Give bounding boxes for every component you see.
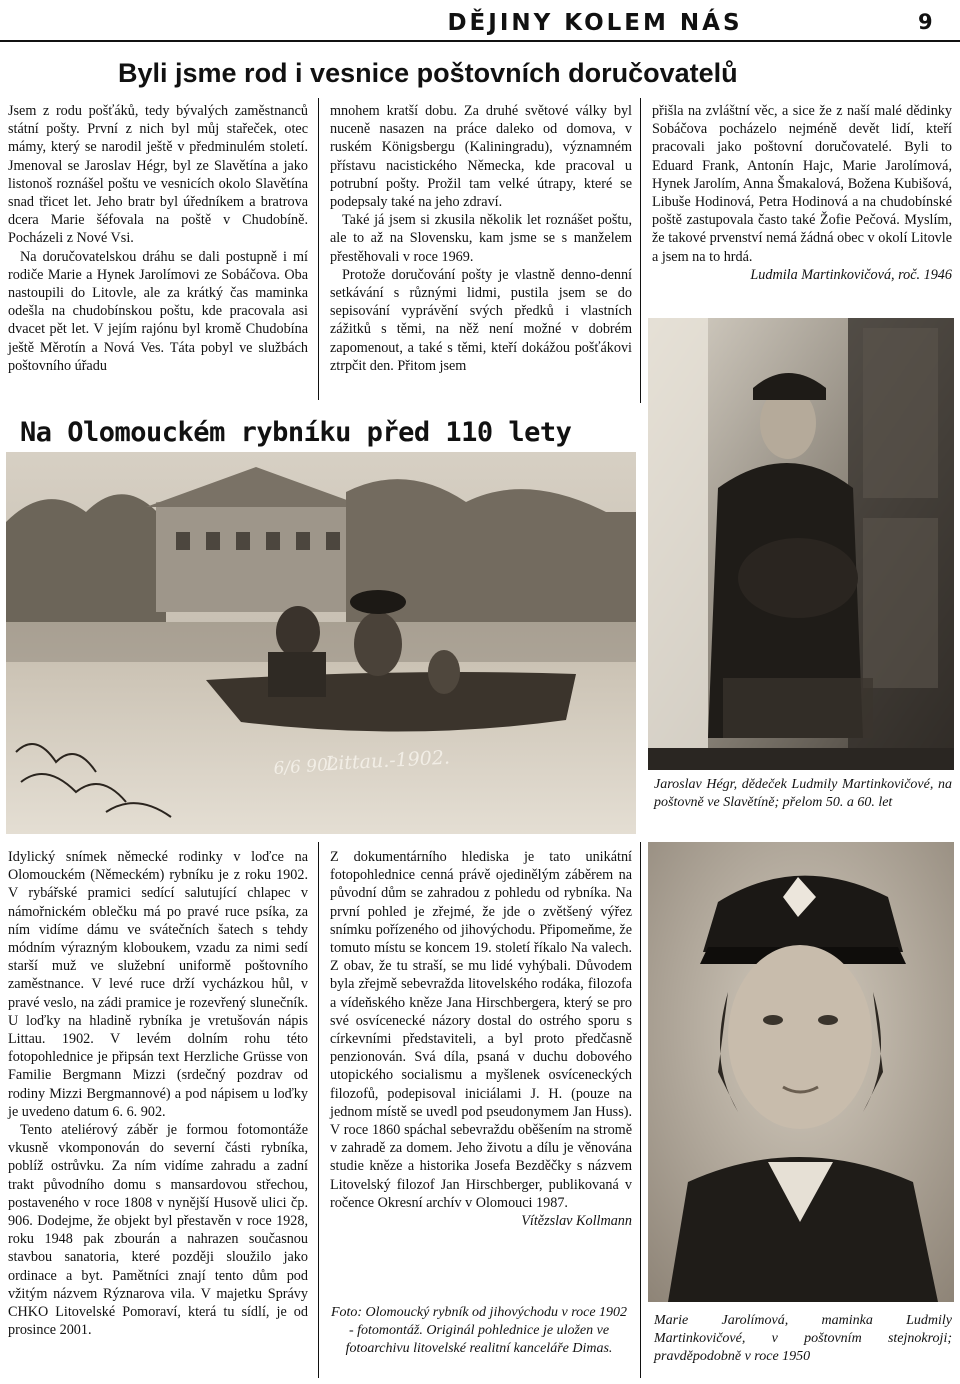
article1-column-3 <box>652 102 952 284</box>
article1-column-1 <box>8 102 308 375</box>
author-signature: Ludmila Martinkovičová, roč. 1946 <box>750 266 952 283</box>
caption-grandfather: Jaroslav Hégr, dědeček Ludmily Martinkovičové, na poštovně ve Slavětíně; přelom 50. a 60. let <box>654 777 952 810</box>
paragraph: Z dokumentárního hlediska je tato unikátní fotopohlednice cenná právě ojedinělým záběrem na původní dům se zahradou z pohledu od rybníka. Na první pohled je zřejmé, že jde o zvětšený výřez snímku pořízeného od jihovýchodu. Připomeňme, že tomuto místu se koncem 19. století říkalo Na valech. Z obav, že tu straší, se mu lidé vyhýbali. Důvodem byla zřejmě sebevražda litovelského rodáka, filozofa a vídeňského kněze Jana Hirschbergera, který se pro své osvícenecké názory dostal do ostrého sporu s církevními představiteli, a byl proto předčasně penzionován. Svá díla, psaná v duchu dobového utopického socialismu a myšlenek osvíceneckých filozofů, podepisoval iniciálami J. H. (pouze na jednom místě se uvedl pod pseudonymem Jan Huss). V roce 1860 spáchal sebevraždu oběšením na stromě v zahradě za domem. Jeho životu a dílu je věnována studie kněze a historika Josefa Bezděčky s názvem Litovelský filozof Jan Hirschberger, publikovaná v ročence Okresní archív v Olomouci 1987. <box>330 849 632 1211</box>
photo-postman-grandfather <box>648 318 954 770</box>
column-rule <box>640 842 641 1378</box>
article1-title: Byli jsme rod i vesnice poštovních doručovatelů <box>118 58 738 88</box>
photo-note: Foto: Olomoucký rybník od jihovýchodu v roce 1902 - fotomontáž. Originál pohlednice je uložen ve fotoarchivu litovelské realitní kanceláře Dimas. <box>330 1305 628 1356</box>
postcard-date: 6/6 902 <box>272 754 340 779</box>
paragraph: Protože doručování pošty je vlastně denno-denní setkávání s různými lidmi, pustila jsem se do sepisování vyprávění svých předků i vlastních zážitků s těmi, na něž není možné v dobrém zapomenout, a také s těmi, kteří dokážou pošťákovi ztrpčit den. Přitom jsem <box>330 266 632 374</box>
page-number: 9 <box>918 10 933 34</box>
paragraph: Také já jsem si zkusila několik let roznášet poštu, ale to až na Slovensku, kam jsme se s manželem přestěhovali v roce 1969. <box>330 212 632 265</box>
article2-column-1 <box>8 848 308 1339</box>
author-signature: Vítězslav Kollmann <box>521 1213 632 1230</box>
paragraph: Idylický snímek německé rodinky v loďce na Olomouckém (Německém) rybníku je z roku 1902. V rybářské pramici sedící salutující chlapec v námořnickém oblečku má po pravé ruce psíka, za ním vidíme dámu ve svátečních šatech s tehdy módním výrazným kloboukem, vzadu za nimi sedí starší muž ve služební uniformě poštovního zaměstnance. V levé ruce drží vycházkou hůl, v pravé veslo, na zádi pramice je rozevřený slunečník. U loďky na hladině rybníka je vretušován nápis Littau. 1902. V levém dolním rohu této fotopohlednice je připsán text Herzliche Grüsse von Familie Bergmann Mizzi (srdečný pozdrav od rodiny Mizzi Bergmannové) a pod nápisem u loďky je uvedeno datum 6. 6. 902. <box>8 849 308 1120</box>
header-rule <box>0 40 960 42</box>
paragraph: Tento ateliérový záběr je formou fotomontáže vkusně vkomponován do severní části rybníka, poblíž ostrůvku. Za ním vidíme zahradu a zadní trakt původního domu s mansardovou střechou, postaveného v roce 1808 v nynější Husově ulici čp. 906. Dodejme, že objekt byl přestavěn v roce 1928, roku 1948 pak zbourán a nahrazen současnou stavbou sanatoria, které později sloužilo jako ordinace a byt. Pamětníci znají tento dům pod vžitým názvem Rýznarova vila. V majetku Správy CHKO Litovelské Pomoraví, která tu sídlí, je od prosince 2001. <box>8 1122 308 1339</box>
column-rule <box>640 98 641 403</box>
paragraph: Na doručovatelskou dráhu se dali postupně i mí rodiče Marie a Hynek Jarolímovi ze Sobáčova. Oba nastoupili do Litovle, ale za krátký čas maminka odešla na chudobínskou poštu, kde pracovala asi dvacet pět let. V jejím rajónu byl kromě Chudobína ještě Měrotín a Nová Ves. Táta pobyl ve službách poštovního úřadu <box>8 248 308 374</box>
column-rule <box>318 842 319 1378</box>
article2-column-2 <box>330 848 632 1230</box>
photo-postcard-boat <box>6 452 636 834</box>
postcard-inscription: Littau.-1902. <box>325 746 451 775</box>
paragraph: mnohem kratší dobu. Za druhé světové války byl nuceně nasazen na práce daleko od domova, v ruském Königsbergu (Kaliningradu), významném přístavu nacistického Německa, kde pracoval u potrubní pošty. Prožil tam velké útrapy, které se podepsaly také na jeho zdraví. <box>330 103 632 211</box>
column-rule <box>318 98 319 400</box>
paragraph: Jsem z rodu pošťáků, tedy bývalých zaměstnanců státní pošty. První z nich byl můj stařeček, otec mámy, který se narodil ještě v předminulém století. Jmenoval se Jaroslav Hégr, byl ze Slavětína a jako listonoš roznášel poštu ve vesnicích okolo Slavětína snad třicet let. Jeho bratr byl úředníkem a bratrova dcera Marie šéfovala na poště v Chudobíně. Pocházeli z Nové Vsi. <box>8 103 308 247</box>
photo-postwoman-mother <box>648 842 954 1302</box>
section-title: DĚJINY KOLEM NÁS <box>447 10 743 36</box>
caption-mother: Marie Jarolímová, maminka Ludmily Martinkovičové, v poštovním stejnokroji; pravděpodobně v roce 1950 <box>654 1313 952 1364</box>
article2-title: Na Olomouckém rybníku před 110 lety <box>20 417 572 448</box>
paragraph: přišla na zvláštní věc, a sice že z naší malé dědinky Sobáčova pocházelo nejméně devět lidí, kteří pracovali jako poštovní doručovatelé. Byli to Eduard Frank, Antonín Hajc, Marie Jarolímová, Hynek Jarolím, Anna Šmakalová, Božena Kubišová, Libuše Hodinová, Petra Hodinová a na chudobínské poště zastupovala často také Žofie Pečová. Myslím, že takové prvenství nemá žádná obec v okolí Litovle a jsem na to hrdá. <box>652 103 952 265</box>
article1-column-2 <box>330 102 632 375</box>
